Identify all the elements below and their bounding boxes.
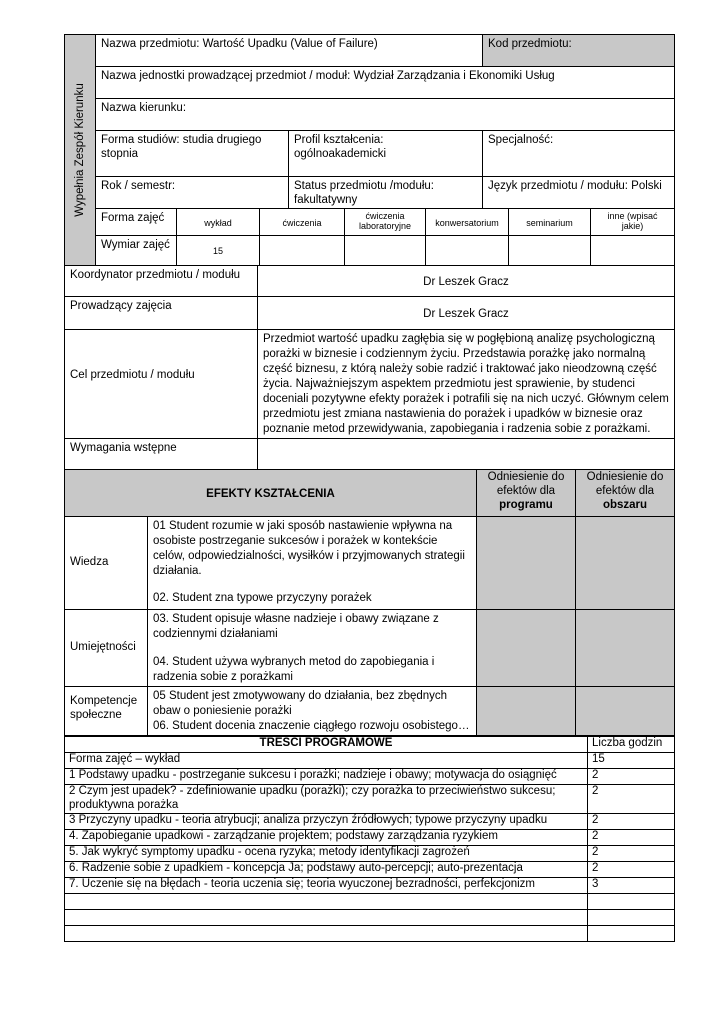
table-row [65,877,675,893]
coordinator-label: Koordynator przedmiotu / modułu [64,265,258,297]
table-row [65,813,675,829]
topic-cell: 6. Radzenie sobie z upadkiem - koncepcja Ja; podstawy auto-percepcji; auto-prezentacja [65,861,588,877]
hours-exercises-value [259,235,345,266]
goal-label: Cel przedmiotu / modułu [64,329,258,439]
field-of-study-field: Nazwa kierunku: [95,98,675,131]
table-row [65,769,675,785]
form-other-header: inne (wpisać jakie) [590,208,675,236]
program-reference-text: Odniesienie do efektów dla [487,471,565,497]
goal-value: Przedmiot wartość upadku zagłębia się w pogłębioną analizę psychologiczną porażki w biznesie i codziennym życiu. Przedstawia porażkę jako normalną część biznesu, z którą należy sobie radzić i traktować jako nieodzowną część życia. Najważniejszym aspektem przedmiotu jest sprawienie, by studenci doceniali pozytywne efekty porażek i potrafili się na nich uczyć. Głównym celem przedmiotu jest zmiana nastawienia do porażek i upadków w biznesie oraz poznanie metod przewidywania, zapobiegania i radzenia sobie z porażkami. [257,329,675,439]
table-row [65,785,675,814]
skills-outcome-1: 03. Student opisuje własne nadzieje i obawy związane z codziennymi działaniami [153,613,439,640]
social-competences-label: Kompetencje społeczne [64,686,148,736]
course-code-field: Kod przedmiotu: [482,34,675,67]
table-row [65,909,675,925]
program-contents-header-row [65,737,675,753]
learning-outcomes-title: EFEKTY KSZTAŁCENIA [64,469,477,517]
social-outcome-2: 06. Student docenia znaczenie ciągłego rozwoju osobistego… [153,719,470,732]
hours-column-header: Liczba godzin [588,737,675,753]
knowledge-label: Wiedza [64,516,148,610]
hours-cell: 2 [588,829,675,845]
table-row [65,893,675,909]
specialty-field: Specjalność: [482,130,675,177]
hours-cell [588,909,675,925]
hours-cell: 3 [588,877,675,893]
form-seminar-header: seminarium [508,208,591,236]
hours-cell: 2 [588,769,675,785]
social-program-ref [476,686,576,736]
topic-cell: 4. Zapobieganie upadkowi - zarządzanie projektem; podstawy zarządzania ryzykiem [65,829,588,845]
social-competences-outcomes [147,686,477,736]
area-reference-header [575,469,675,517]
class-form-label: Forma zajęć [95,208,177,236]
area-reference-bold: obszaru [602,498,648,511]
area-reference-text: Odniesienie do efektów dla [586,471,664,497]
coordinator-value: Dr Leszek Gracz [257,265,675,297]
topic-cell: 1 Podstawy upadku - postrzeganie sukcesu i porażki; nadzieje i obawy; motywacja do osiągnięć [65,769,588,785]
hours-cell: 2 [588,845,675,861]
language-field: Język przedmiotu / modułu: Polski [482,176,675,209]
unit-name-field: Nazwa jednostki prowadzącej przedmiot / moduł: Wydział Zarządzania i Ekonomiki Usług [95,66,675,99]
knowledge-area-ref [575,516,675,610]
topic-cell [65,893,588,909]
table-row [65,753,675,769]
hours-lecture-value: 15 [176,235,260,266]
vertical-label-text: Wypełnia Zespół Kierunku [73,83,86,217]
topic-cell: 2 Czym jest upadek? - zdefiniowanie upadku (porażki); czy porażka to przeciwieństwo sukcesu; produktywna porażka [65,785,588,814]
hours-cell [588,893,675,909]
program-reference-bold: programu [499,498,553,511]
hours-lab-value [344,235,426,266]
social-area-ref [575,686,675,736]
social-outcome-1: 05 Student jest zmotywowany do działania, bez zbędnych obaw o poniesienie porażki [153,690,448,717]
form-exercises-header: ćwiczenia [259,208,345,236]
knowledge-outcome-2: 02. Student zna typowe przyczyny porażek [153,591,372,604]
knowledge-outcome-1: 01 Student rozumie w jaki sposób nastawienie wpływna na osobiste postrzeganie sukcesów i porażek w kontekście celów, odpowiedzialności, wysiłków i przyjmowanych strategii działania. [153,520,465,577]
topic-cell: 3 Przyczyny upadku - teoria atrybucji; analiza przyczyn źródłowych; typowe przyczyny upadku [65,813,588,829]
course-name-field: Nazwa przedmiotu: Wartość Upadku (Value of Failure) [95,34,483,67]
profile-field: Profil kształcenia: ogólnoakademicki [288,130,483,177]
topic-cell [65,925,588,941]
skills-label: Umiejętności [64,609,148,687]
vertical-section-label [64,34,96,266]
hours-cell: 2 [588,785,675,814]
topic-cell: Forma zajęć – wykład [65,753,588,769]
form-conversatorium-header: konwersatorium [425,208,509,236]
skills-outcome-2: 04. Student używa wybranych metod do zapobiegania i radzenia sobie z porażkami [153,655,435,683]
form-lecture-header: wykład [176,208,260,236]
topic-cell: 7. Uczenie się na błędach - teoria uczenia się; teoria wyuczonej bezradności, perfekcjonizm [65,877,588,893]
instructor-label: Prowadzący zajęcia [64,296,258,330]
program-reference-header [476,469,576,517]
hours-conversatorium-value [425,235,509,266]
table-row [65,829,675,845]
year-semester-field: Rok / semestr: [95,176,289,209]
program-contents-table [64,736,675,942]
class-hours-label: Wymiar zajęć [95,235,177,266]
status-field: Status przedmiotu /modułu: fakultatywny [288,176,483,209]
hours-other-value [590,235,675,266]
hours-cell: 2 [588,861,675,877]
topic-cell: 5. Jak wykryć symptomy upadku - ocena ryzyka; metody identyfikacji zagrożeń [65,845,588,861]
table-row [65,861,675,877]
skills-outcomes [147,609,477,687]
skills-area-ref [575,609,675,687]
prerequisites-label: Wymagania wstępne [64,438,258,470]
hours-cell [588,925,675,941]
hours-seminar-value [508,235,591,266]
study-form-field: Forma studiów: studia drugiego stopnia [95,130,289,177]
hours-cell: 2 [588,813,675,829]
hours-cell: 15 [588,753,675,769]
knowledge-program-ref [476,516,576,610]
knowledge-outcomes [147,516,477,610]
skills-program-ref [476,609,576,687]
table-row [65,845,675,861]
prerequisites-value [257,438,675,470]
table-row [65,925,675,941]
program-contents-title: TREŚCI PROGRAMOWE [65,737,588,753]
form-lab-header: ćwiczenia laboratoryjne [344,208,426,236]
instructor-value: Dr Leszek Gracz [257,296,675,330]
topic-cell [65,909,588,925]
